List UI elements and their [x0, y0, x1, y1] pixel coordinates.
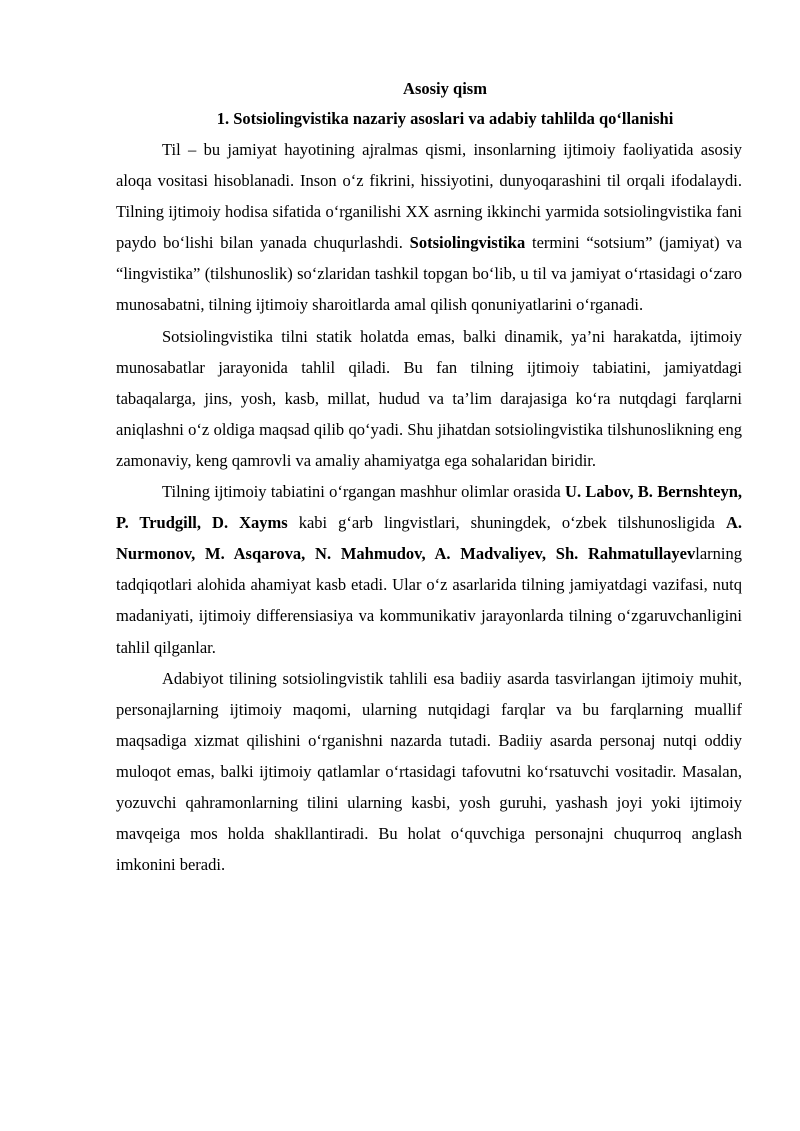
document-page — [116, 74, 742, 880]
section-title: Asosiy qism — [403, 79, 487, 98]
paragraph-3-text-e: larning tadqiqotlari alohida ahamiyat kasb etadi. Ular o‘z asarlarida tilning jamiyatdagi vazifasi, nutq madaniyati, ijtimoiy differensiasiya va kommunikativ jarayonlarda tilning o‘zgaruvchanligini tahlil qilganlar. — [116, 544, 742, 657]
paragraph-1-text-c: termini “sotsium” (jamiyat) va “lingvistika” (tilshunoslik) so‘zlaridan tashkil topgan bo‘lib, u til va jamiyat o‘rtasidagi o‘zaro munosabatni, tilning ijtimoiy sharoitlarda amal qilish qonuniyatlarini o‘rganadi. — [116, 233, 742, 315]
uzbek-scholars: A. Nurmonov, M. Asqarova, N. Mahmudov, A. Madvaliyev, Sh. Rahmatullayev — [116, 513, 742, 564]
paragraph-1-text-a: Til – bu jamiyat hayotining ajralmas qismi, insonlarning ijtimoiy faoliyatida asosiy aloqa vositasi hisoblanadi. Inson o‘z fikrini, hissiyotini, dunyoqarashini til orqali ifodalaydi. Tilning ijtimoiy hodisa sifatida o‘rganilishi XX asrning ikkinchi yarmida sotsiolingvistika fani paydo bo‘lishi bilan yanada chuqurlashdi. — [116, 140, 742, 253]
chapter-title: 1. Sotsiolingvistika nazariy asoslari va adabiy tahlilda qo‘llanishi — [216, 109, 674, 128]
paragraph-1 — [116, 134, 742, 321]
western-scholars: U. Labov, B. Bernshteyn, P. Trudgill, D. Xayms — [116, 482, 742, 533]
paragraph-3 — [116, 476, 742, 663]
paragraph-4: Adabiyot tilining sotsiolingvistik tahlili esa badiiy asarda tasvirlangan ijtimoiy muhit, personajlarning ijtimoiy maqomi, ularning nutqidagi farqlar va bu farqlarning muallif maqsadiga xizmat qilishini o‘rganishni nazarda tutadi. Badiiy asarda personaj nutqi oddiy muloqot emas, balki ijtimoiy qatlamlar o‘rtasidagi tafovutni ko‘rsatuvchi vositadir. Masalan, yozuvchi qahramonlarning tilini ularning kasbi, yosh guruhi, yashash joyi yoki ijtimoiy mavqeiga mos holda shakllantiradi. Bu holat o‘quvchiga personajni chuqurroq anglash imkonini beradi. — [116, 668, 742, 875]
paragraph-2: Sotsiolingvistika tilni statik holatda emas, balki dinamik, ya’ni harakatda, ijtimoiy munosabatlar jarayonida tahlil qiladi. Bu fan tilning ijtimoiy tabiatini, jamiyatdagi tabaqalarga, jins, yosh, kasb, millat, hudud va ta’lim darajasiga ko‘ra nutqdagi farqlarni aniqlashni o‘z oldiga maqsad qilib qo‘yadi. Shu jihatdan sotsiolingvistika tilshunoslikning eng zamonaviy, keng qamrovli va amaliy ahamiyatga ega sohalaridan biridir. — [116, 326, 742, 470]
term-sotsiolingvistika: Sotsiolingvistika — [409, 233, 526, 253]
paragraph-3-text-c: kabi g‘arb lingvistlari, shuningdek, o‘zbek tilshunosligida — [287, 513, 726, 533]
paragraph-3-text-a: Tilning ijtimoiy tabiatini o‘rgangan mashhur olimlar orasida — [162, 482, 566, 502]
